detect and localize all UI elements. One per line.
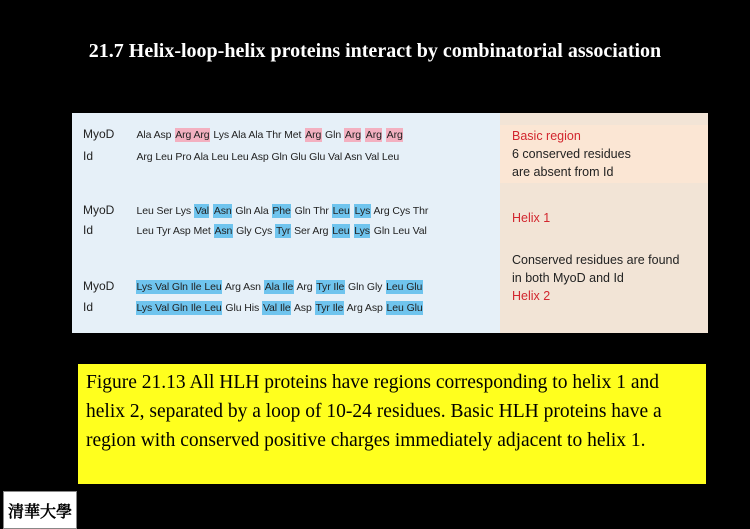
- residue-text: Leu Tyr Asp Met: [136, 225, 214, 237]
- protein-label: MyoD: [83, 279, 115, 293]
- residue-text: Ala Asp: [136, 129, 175, 141]
- residue-text: Arg Cys Thr: [371, 205, 429, 217]
- residue-text: Arg Asn: [222, 281, 264, 293]
- residue-text: Lys Ala Ala Thr Met: [210, 129, 305, 141]
- helix1-label: Helix 1: [512, 211, 551, 225]
- conserved-residue: Asn: [213, 205, 232, 217]
- residue-text: Arg: [294, 281, 316, 293]
- basic-region-note-line2: are absent from Id: [512, 165, 614, 179]
- slide-title: 21.7 Helix-loop-helix proteins interact by combinatorial association: [88, 40, 662, 62]
- basic-residue: Arg: [305, 129, 322, 141]
- sequence-row: [136, 225, 427, 237]
- residue-text: Arg Asp: [344, 302, 386, 314]
- residue-text: Gln Gly: [345, 281, 386, 293]
- conserved-residue: Tyr Ile: [315, 302, 344, 314]
- conserved-residue: Tyr Ile: [316, 281, 345, 293]
- residue-text: Arg Leu Pro Ala Leu Leu Asp Gln Glu Glu Val Asn Val Leu: [136, 151, 400, 163]
- sequence-row: [136, 205, 429, 217]
- university-logo: [3, 491, 77, 529]
- residue-text: Ser Arg: [291, 225, 332, 237]
- sequence-row: [136, 281, 423, 293]
- protein-label: Id: [83, 149, 94, 163]
- conserved-note-line2: in both MyoD and Id: [512, 271, 624, 285]
- conserved-residue: Lys: [354, 225, 370, 237]
- conserved-residue: Lys Val Gln Ile Leu: [136, 281, 222, 293]
- basic-residue: Arg: [365, 129, 382, 141]
- residue-text: Gln Leu Val: [370, 225, 427, 237]
- basic-region-label: Basic region: [512, 129, 581, 143]
- basic-residue: Arg: [386, 129, 403, 141]
- sequence-row: [136, 151, 400, 163]
- conserved-residue: Lys Val Gln Ile Leu: [136, 302, 222, 314]
- figure-caption: Figure 21.13 All HLH proteins have regions corresponding to helix 1 and helix 2, separated by a loop of 10-24 residues. Basic HLH proteins have a region with conserved positive charges immediately adjacent to helix 1.: [86, 372, 662, 451]
- conserved-residue: Leu: [332, 225, 350, 237]
- logo-text: 清華大學: [7, 501, 72, 521]
- residue-text: Gln Thr: [291, 205, 332, 217]
- sequence-row: [136, 129, 403, 141]
- basic-region-note-line1: 6 conserved residues: [512, 147, 631, 161]
- residue-text: Asp: [291, 302, 315, 314]
- helix2-label: Helix 2: [512, 289, 551, 303]
- protein-label: MyoD: [83, 127, 115, 141]
- figure-caption-box: [78, 364, 706, 484]
- conserved-residue: Phe: [272, 205, 291, 217]
- protein-label: Id: [83, 300, 94, 314]
- protein-label: MyoD: [83, 203, 115, 217]
- basic-residue: Arg: [344, 129, 361, 141]
- residue-text: Gln Ala: [232, 205, 272, 217]
- sequence-row: [136, 302, 423, 314]
- conserved-residue: Ala Ile: [264, 281, 294, 293]
- conserved-residue: Asn: [214, 225, 233, 237]
- conserved-residue: Val Ile: [262, 302, 291, 314]
- conserved-residue: Val: [194, 205, 209, 217]
- basic-residue: Arg Arg: [175, 129, 210, 141]
- residue-text: Gln: [322, 129, 344, 141]
- residue-text: Leu Ser Lys: [136, 205, 194, 217]
- residue-text: Glu His: [222, 302, 262, 314]
- conserved-residue: Leu Glu: [386, 302, 423, 314]
- conserved-residue: Leu: [332, 205, 350, 217]
- conserved-residue: Tyr: [275, 225, 291, 237]
- protein-label: Id: [83, 223, 94, 237]
- residue-text: Gly Cys: [233, 225, 275, 237]
- conserved-note-line1: Conserved residues are found: [512, 253, 680, 267]
- conserved-residue: Leu Glu: [386, 281, 423, 293]
- conserved-residue: Lys: [354, 205, 371, 217]
